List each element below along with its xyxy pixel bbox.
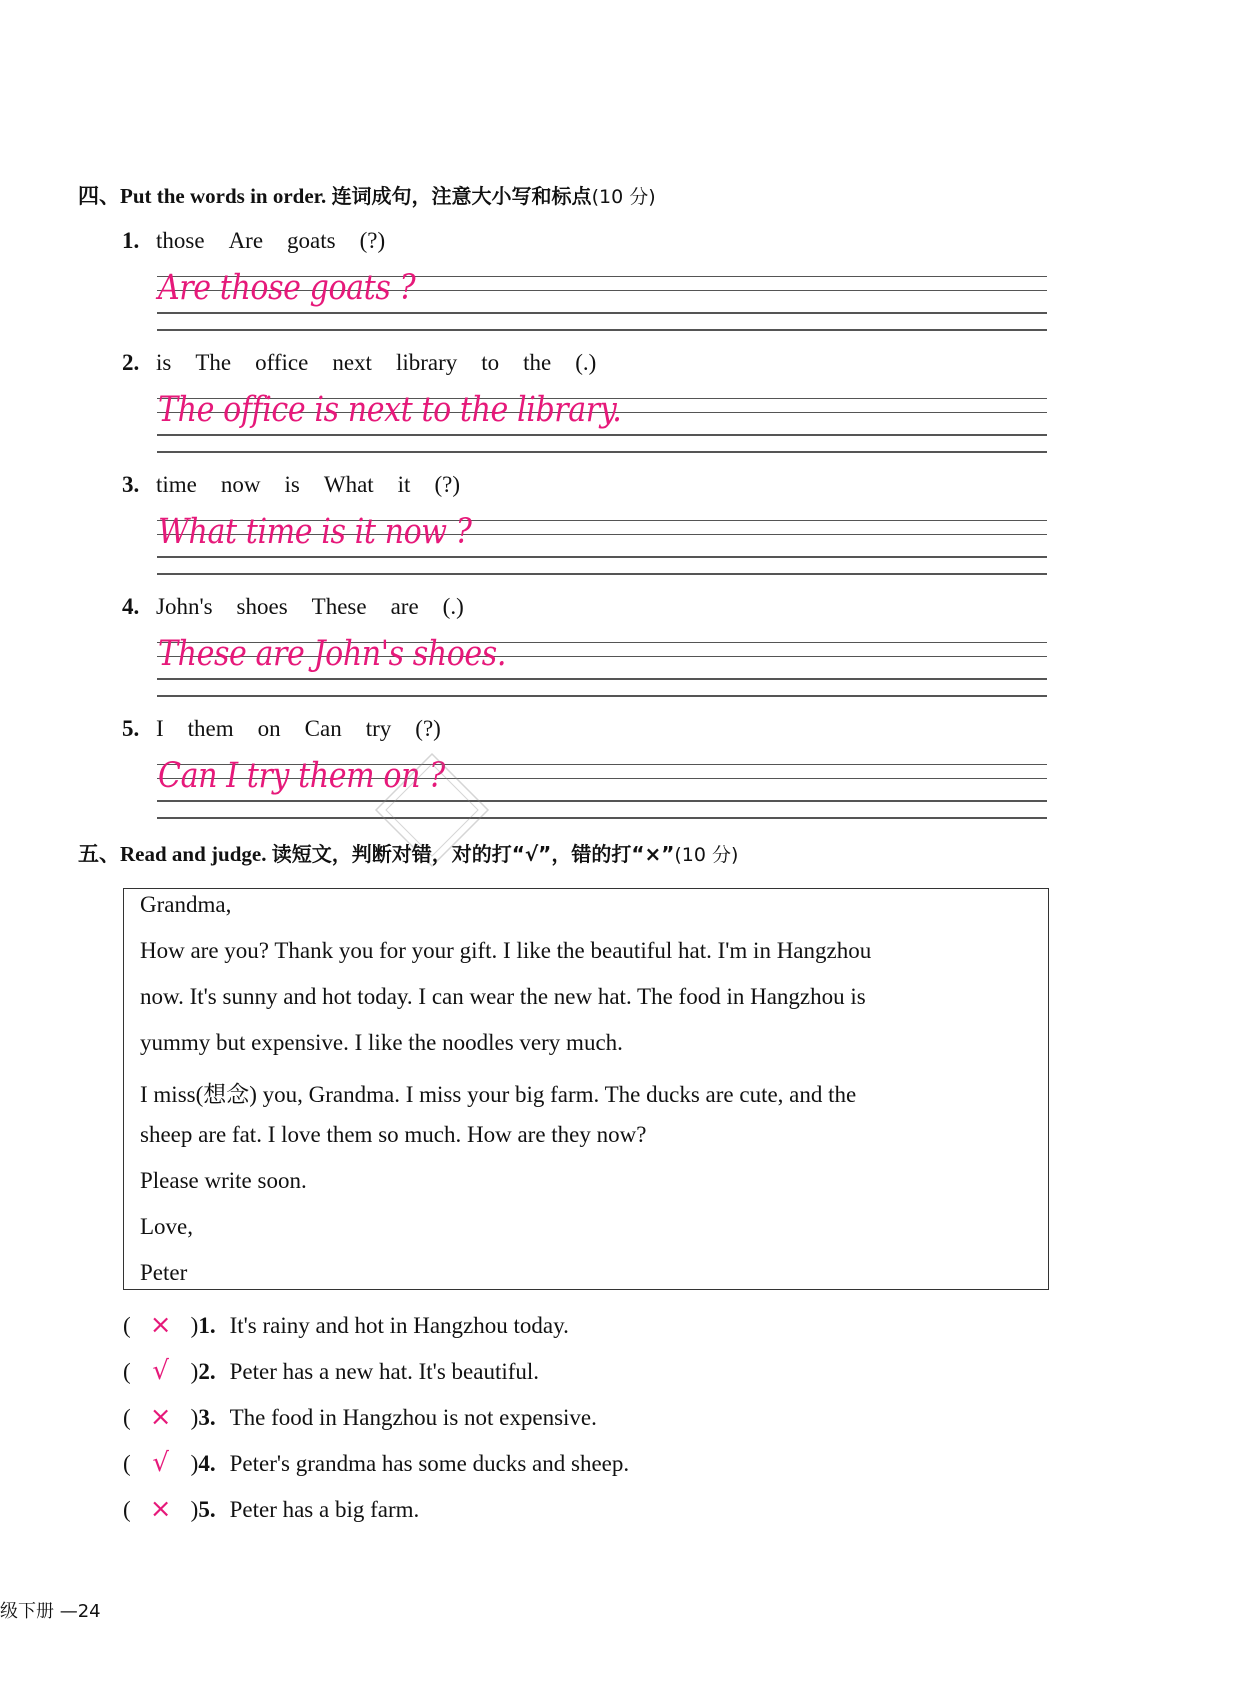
word: shoes: [236, 594, 288, 619]
order-number: 1.: [122, 228, 140, 253]
order-number: 5.: [122, 716, 140, 741]
order-prompt-3: [122, 472, 484, 498]
letter-line-6: sheep are fat. I love them so much. How are they now?: [140, 1122, 647, 1147]
word: on: [257, 716, 281, 741]
judge-statement: It's rainy and hot in Hangzhou today.: [229, 1313, 569, 1338]
judge-item-1: [123, 1310, 569, 1340]
page-footer: 级下册 —24: [0, 1601, 101, 1622]
letter-line-3: now. It's sunny and hot today. I can wear the new hat. The food in Hangzhou is: [140, 984, 866, 1009]
judge-statement: Peter has a new hat. It's beautiful.: [229, 1359, 540, 1384]
word: goats: [287, 228, 336, 253]
paren-open: (: [123, 1405, 131, 1430]
paren-open: (: [123, 1451, 131, 1476]
order-prompt-4: [122, 594, 488, 620]
judge-statement: Peter has a big farm.: [229, 1497, 420, 1522]
letter-line-9: Peter: [140, 1260, 188, 1285]
paren-close: ): [190, 1313, 199, 1338]
section-4-english: Put the words in order.: [120, 184, 327, 208]
word: (?): [415, 716, 441, 741]
judge-item-4: [123, 1448, 629, 1478]
letter-line-7: Please write soon.: [140, 1168, 307, 1193]
section-4-points: (10 分): [591, 186, 656, 208]
judge-number: 2.: [198, 1359, 216, 1384]
word: is: [156, 350, 172, 375]
judge-number: 1.: [198, 1313, 216, 1338]
section-5-points: (10 分): [674, 844, 739, 866]
paren-close: ): [190, 1497, 199, 1522]
order-prompt-5: [122, 716, 465, 742]
word: next: [332, 350, 372, 375]
section-5-number: 五、: [78, 842, 120, 866]
section-4-chinese: 连词成句，注意大小写和标点: [331, 184, 592, 208]
cross-mark-icon[interactable]: ×: [149, 1494, 172, 1524]
word: I: [156, 716, 164, 741]
judge-number: 5.: [198, 1497, 216, 1522]
check-mark-icon[interactable]: √: [152, 1356, 169, 1386]
letter-line-1: Grandma,: [140, 892, 232, 917]
answer-3: What time is it now ?: [158, 512, 472, 552]
word: try: [365, 716, 392, 741]
word: is: [284, 472, 300, 497]
word: it: [397, 472, 411, 497]
section-4-title: [78, 180, 656, 210]
word: John's: [156, 594, 213, 619]
judge-number: 4.: [198, 1451, 216, 1476]
word: (?): [434, 472, 460, 497]
word: office: [255, 350, 309, 375]
word: now: [220, 472, 261, 497]
judge-statement: Peter's grandma has some ducks and sheep.: [229, 1451, 630, 1476]
judge-item-3: [123, 1402, 597, 1432]
word: (.): [442, 594, 464, 619]
word: library: [395, 350, 458, 375]
paren-close: ): [190, 1359, 199, 1384]
paren-open: (: [123, 1359, 131, 1384]
word: (?): [359, 228, 386, 253]
word: those: [156, 228, 205, 253]
answer-5: Can I try them on ?: [158, 756, 445, 796]
section-5-chinese: 读短文，判断对错，对的打“√”，错的打“×”: [271, 842, 675, 866]
judge-item-5: [123, 1494, 419, 1524]
paren-close: ): [190, 1451, 199, 1476]
letter-line-5: I miss(想念) you, Grandma. I miss your big farm. The ducks are cute, and the: [140, 1082, 857, 1107]
check-mark-icon[interactable]: √: [152, 1448, 169, 1478]
word: to: [481, 350, 500, 375]
section-5-english: Read and judge.: [120, 842, 267, 866]
paren-open: (: [123, 1497, 131, 1522]
cross-mark-icon[interactable]: ×: [149, 1402, 172, 1432]
order-prompt-2: [122, 350, 620, 376]
paren-open: (: [123, 1313, 131, 1338]
word: Are: [228, 228, 264, 253]
word: (.): [575, 350, 597, 375]
order-number: 2.: [122, 350, 140, 375]
letter-line-4: yummy but expensive. I like the noodles very much.: [140, 1030, 623, 1055]
answer-4: These are John's shoes.: [158, 634, 506, 674]
word: them: [187, 716, 234, 741]
word: The: [195, 350, 232, 375]
judge-statement: The food in Hangzhou is not expensive.: [229, 1405, 597, 1430]
order-prompt-1: [122, 228, 409, 254]
cross-mark-icon[interactable]: ×: [149, 1310, 172, 1340]
word: time: [156, 472, 197, 497]
section-5-title: [78, 838, 738, 868]
section-4-number: 四、: [78, 184, 120, 208]
judge-item-2: [123, 1356, 539, 1386]
judge-number: 3.: [198, 1405, 216, 1430]
word: These: [311, 594, 367, 619]
word: What: [323, 472, 374, 497]
order-number: 3.: [122, 472, 140, 497]
answer-2: The office is next to the library.: [158, 390, 622, 430]
word: the: [523, 350, 552, 375]
word: are: [390, 594, 419, 619]
word: Can: [304, 716, 342, 741]
order-number: 4.: [122, 594, 140, 619]
letter-line-2: How are you? Thank you for your gift. I like the beautiful hat. I'm in Hangzhou: [140, 938, 872, 963]
paren-close: ): [190, 1405, 199, 1430]
letter-line-8: Love,: [140, 1214, 194, 1239]
answer-1: Are those goats ?: [158, 268, 416, 308]
